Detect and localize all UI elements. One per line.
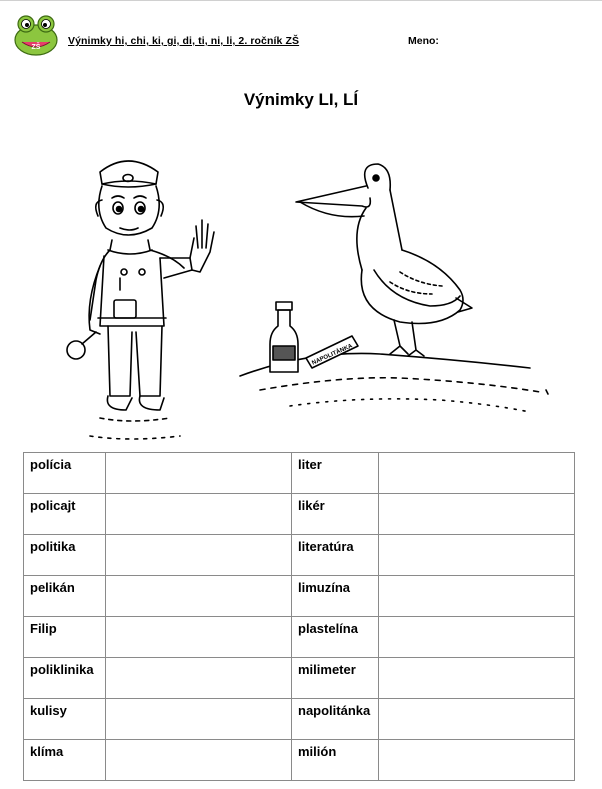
page-title: Výnimky LI, LÍ [243,90,359,109]
candy-bar-label: NAPOLITÁNKA [311,343,354,367]
answer-cell-right[interactable] [379,658,575,699]
word-cell-right: limuzína [292,576,379,617]
answer-cell-left[interactable] [106,535,292,576]
word-cell-right: milión [292,740,379,781]
policeman-drawing [67,161,214,439]
illustration [60,150,570,445]
word-cell-right: napolitánka [292,699,379,740]
answer-cell-right[interactable] [379,535,575,576]
worksheet-header-title: Výnimky hi, chi, ki, gi, di, ti, ni, li, 2. ročník ZŠ [68,35,300,47]
word-cell-right: milimeter [292,658,379,699]
word-cell-right: literatúra [292,535,379,576]
page-top-rule [0,0,602,1]
table-row [24,535,575,576]
answer-cell-left[interactable] [106,699,292,740]
word-cell-left: policajt [24,494,106,535]
answer-cell-right[interactable] [379,699,575,740]
word-cell-right: likér [292,494,379,535]
answer-cell-right[interactable] [379,740,575,781]
answer-cell-right[interactable] [379,576,575,617]
pelican-drawing [240,164,548,412]
answer-cell-left[interactable] [106,576,292,617]
word-cell-left: poliklinika [24,658,106,699]
word-cell-right: liter [292,453,379,494]
table-row [24,494,575,535]
word-cell-left: polícia [24,453,106,494]
answer-cell-right[interactable] [379,494,575,535]
table-row [24,617,575,658]
words-table [23,452,575,781]
word-cell-left: kulisy [24,699,106,740]
table-row [24,453,575,494]
answer-cell-left[interactable] [106,617,292,658]
answer-cell-left[interactable] [106,453,292,494]
word-cell-left: klíma [24,740,106,781]
word-cell-left: pelikán [24,576,106,617]
word-cell-left: Filip [24,617,106,658]
answer-cell-left[interactable] [106,740,292,781]
table-row [24,740,575,781]
word-cell-left: politika [24,535,106,576]
answer-cell-right[interactable] [379,617,575,658]
frog-logo-icon [12,12,60,58]
answer-cell-left[interactable] [106,494,292,535]
answer-cell-left[interactable] [106,658,292,699]
word-cell-right: plastelína [292,617,379,658]
logo-text: ZŠ [31,44,41,51]
table-row [24,658,575,699]
name-label: Meno: [408,35,439,47]
candy-bar-drawing [306,336,358,368]
table-row [24,699,575,740]
answer-cell-right[interactable] [379,453,575,494]
bottle-drawing [270,302,298,372]
table-row [24,576,575,617]
